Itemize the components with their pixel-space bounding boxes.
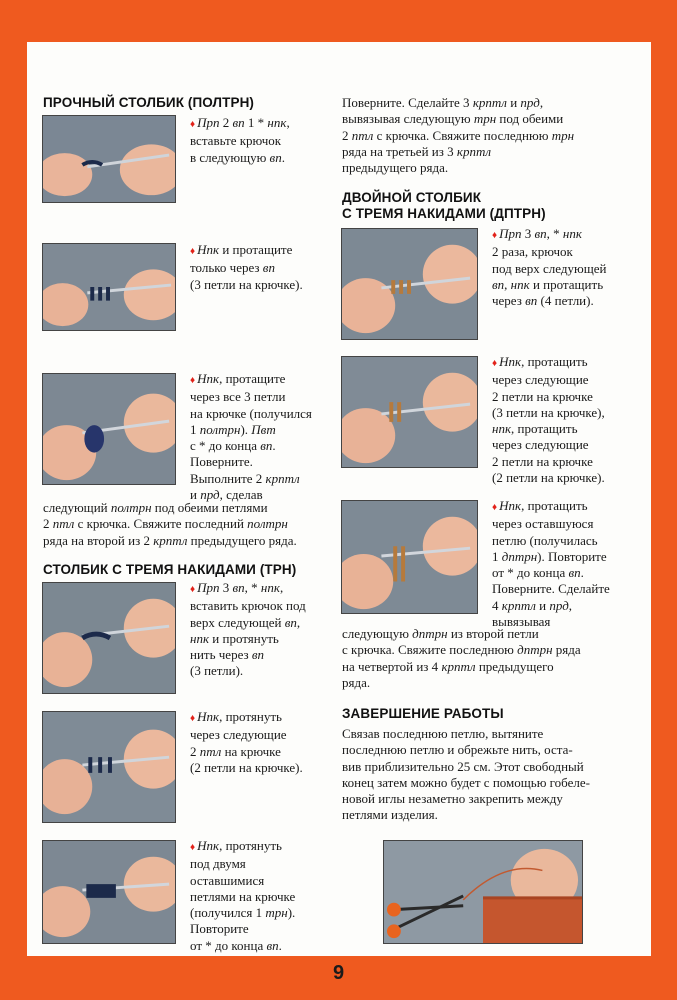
poltrn-continuation-text: Поверните. Сделайте 3 крптл и прд, вывязывая следующую трн под обеими 2 птл с крючка. Свяжите последнюю трн ряда на третьей из 3 крптл предыдущего ряда. [342, 95, 575, 176]
finish-text: Связав последнюю петлю, вытяните последнюю петлю и обрежьте нить, оста- вив приблизительно 25 см. Этот свободный конец затем можно будет с помощью гобеле- новой иглы незаметно закрепить между петлями изделия. [342, 726, 590, 823]
trn-step-3-text: ♦ Нпк, протянуть под двумя оставшимися петлями на крючке (получился 1 трн). Повторите от * до конца вп. [190, 838, 296, 953]
dptrn-title-line-2: С ТРЕМЯ НАКИДАМИ (ДПТРН) [342, 206, 546, 221]
poltrn-step-2-text: ♦ Нпк и протащите только через вп (3 петли на крючке). [190, 242, 303, 292]
poltrn-step-3-text-cont: следующий полтрн под обеими петлями 2 птл с крючка. Свяжите последний полтрн ряда на второй из 2 крптл предыдущего ряда. [43, 500, 297, 548]
dptrn-step-3-text: ♦ Нпк, протащить через оставшуюся петлю (получилась 1 дптрн). Повторите от * до конца вп. Поверните. Сделайте 4 крптл и прд, вывязывая [492, 498, 610, 630]
section-title-dptrn [342, 190, 546, 222]
dptrn-step-1-text: ♦ Прп 3 вп, * нпк 2 раза, крючок под верх следующей вп, нпк и протащить через вп (4 петли). [492, 226, 607, 309]
dptrn-title-line-1: ДВОЙНОЙ СТОЛБИК [342, 190, 482, 205]
photo-trn-step-3 [42, 840, 176, 944]
photo-trn-step-2 [42, 711, 176, 823]
section-title-finish: ЗАВЕРШЕНИЕ РАБОТЫ [342, 706, 504, 721]
dptrn-step-2-text: ♦ Нпк, протащить через следующие 2 петли на крючке (3 петли на крючке), нпк, протащить через следующие 2 петли на крючке (2 петли на крючке). [492, 354, 605, 486]
photo-dptrn-step-1 [341, 228, 478, 340]
section-title-poltrn: ПРОЧНЫЙ СТОЛБИК (ПОЛТРН) [43, 95, 255, 110]
photo-poltrn-step-3 [42, 373, 176, 485]
photo-dptrn-step-2 [341, 356, 478, 468]
page-number: 9 [332, 962, 345, 984]
photo-finish [383, 840, 583, 944]
dptrn-step-3-text-cont: следующую дптрн из второй петли с крючка. Свяжите последнюю дптрн ряда на четвертой из 4 крптл предыдущего ряда. [342, 626, 581, 690]
poltrn-step-3-text: ♦ Нпк, протащите через все 3 петли на крючке (получился 1 полтрн). Пвт с * до конца вп. Поверните. Выполните 2 крптл и прд, сделав [190, 371, 312, 503]
photo-poltrn-step-2 [42, 243, 176, 331]
photo-dptrn-step-3 [341, 500, 478, 614]
trn-step-1-text: ♦ Прп 3 вп, * нпк, вставить крючок под верх следующей вп, нпк и протянуть нить через вп (3 петли). [190, 580, 306, 679]
photo-poltrn-step-1 [42, 115, 176, 203]
photo-trn-step-1 [42, 582, 176, 694]
section-title-trn: СТОЛБИК С ТРЕМЯ НАКИДАМИ (ТРН) [43, 562, 297, 577]
trn-step-2-text: ♦ Нпк, протянуть через следующие 2 птл на крючке (2 петли на крючке). [190, 709, 303, 775]
poltrn-step-1-text: ♦ Прп 2 вп 1 * нпк, вставьте крючок в следующую вп. [190, 115, 290, 165]
